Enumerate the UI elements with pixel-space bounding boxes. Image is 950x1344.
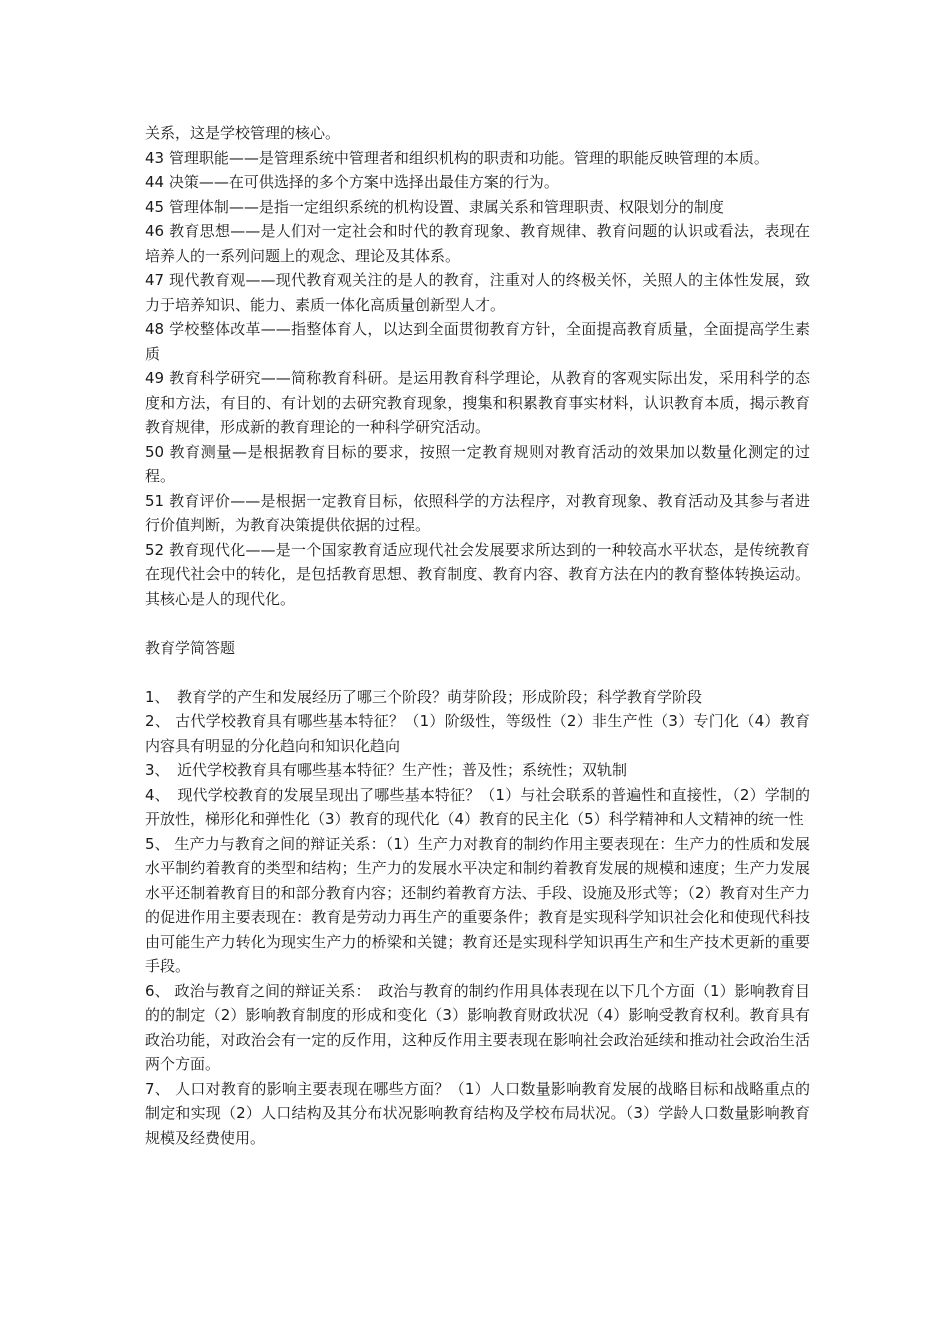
section-title: 教育学简答题 bbox=[145, 638, 236, 657]
definition-paragraph: 45 管理体制——是指一定组织系统的机构设置、隶属关系和管理职责、权限划分的制度 bbox=[145, 197, 724, 216]
definition-paragraph: 44 决策——在可供选择的多个方案中选择出最佳方案的行为。 bbox=[145, 173, 559, 191]
definition-paragraph: 51 教育评价——是根据一定教育目标，依照科学的方法程序，对教育现象、教育活动及其参与者进行价值判断，为教育决策提供依据的过程。 bbox=[145, 491, 810, 534]
question-paragraph: 1、 教育学的产生和发展经历了哪三个阶段？萌芽阶段；形成阶段；科学教育学阶段 bbox=[145, 687, 703, 706]
definition-paragraph: 50 教育测量—是根据教育目标的要求，按照一定教育规则对教育活动的效果加以数量化测定的过程。 bbox=[145, 442, 810, 485]
question-paragraph: 7、 人口对教育的影响主要表现在哪些方面？（1）人口数量影响教育发展的战略目标和战略重点的制定和实现（2）人口结构及其分布状况影响教育结构及学校布局状况。（3）学龄人口数量影响教育规模及经费使用。 bbox=[145, 1079, 810, 1147]
question-paragraph: 5、 生产力与教育之间的辩证关系：（1）生产力对教育的制约作用主要表现在：生产力的性质和发展水平制约着教育的类型和结构；生产力的发展水平决定和制约着教育发展的规模和速度；生产力发展水平还制着教育目的和部分教育内容；还制约着教育方法、手段、设施及形式等；（2）教育对生产力的促进作用主要表现在：教育是劳动力再生产的重要条件；教育是实现科学知识社会化和使现代科技由可能生产力转化为现实生产力的桥梁和关键；教育还是实现科学知识再生产和生产技术更新的重要手段。 bbox=[145, 834, 810, 975]
question-paragraph: 4、 现代学校教育的发展呈现出了哪些基本特征？（1）与社会联系的普遍性和直接性，（2）学制的开放性，梯形化和弹性化（3）教育的现代化（4）教育的民主化（5）科学精神和人文精神的统一性 bbox=[145, 785, 810, 828]
definition-paragraph: 46 教育思想——是人们对一定社会和时代的教育现象、教育规律、教育问题的认识或看法，表现在培养人的一系列问题上的观念、理论及其体系。 bbox=[145, 222, 810, 265]
definition-paragraph: 47 现代教育观——现代教育观关注的是人的教育，注重对人的终极关怀，关照人的主体性发展，致力于培养知识、能力、素质一体化高质量创新型人才。 bbox=[145, 271, 810, 314]
definition-paragraph: 48 学校整体改革——指整体育人，以达到全面贯彻教育方针，全面提高教育质量，全面提高学生素质 bbox=[145, 320, 810, 363]
definition-paragraph: 52 教育现代化——是一个国家教育适应现代社会发展要求所达到的一种较高水平状态，是传统教育在现代社会中的转化，是包括教育思想、教育制度、教育内容、教育方法在内的教育整体转换运动。其核心是人的现代化。 bbox=[145, 540, 810, 608]
question-paragraph: 3、 近代学校教育具有哪些基本特征？生产性；普及性；系统性；双轨制 bbox=[145, 761, 628, 779]
definition-paragraph: 43 管理职能——是管理系统中管理者和组织机构的职责和功能。管理的职能反映管理的本质。 bbox=[145, 148, 769, 167]
blank-line bbox=[145, 660, 810, 685]
document-page bbox=[145, 121, 810, 1150]
blank-line bbox=[145, 611, 810, 636]
definition-paragraph: 关系，这是学校管理的核心。 bbox=[145, 124, 341, 142]
question-paragraph: 6、 政治与教育之间的辩证关系： 政治与教育的制约作用具体表现在以下几个方面（1）影响教育目的的制定（2）影响教育制度的形成和变化（3）影响教育财政状况（4）影响受教育权利。教育具有政治功能，对政治会有一定的反作用，这种反作用主要表现在影响社会政治延续和推动社会政治生活两个方面。 bbox=[145, 981, 810, 1073]
question-paragraph: 2、 古代学校教育具有哪些基本特征？（1）阶级性，等级性（2）非生产性（3）专门化（4）教育内容具有明显的分化趋向和知识化趋向 bbox=[145, 712, 810, 755]
definition-paragraph: 49 教育科学研究——简称教育科研。是运用教育科学理论，从教育的客观实际出发，采用科学的态度和方法，有目的、有计划的去研究教育现象，搜集和积累教育事实材料，认识教育本质，揭示教育教育规律，形成新的教育理论的一种科学研究活动。 bbox=[145, 369, 810, 436]
